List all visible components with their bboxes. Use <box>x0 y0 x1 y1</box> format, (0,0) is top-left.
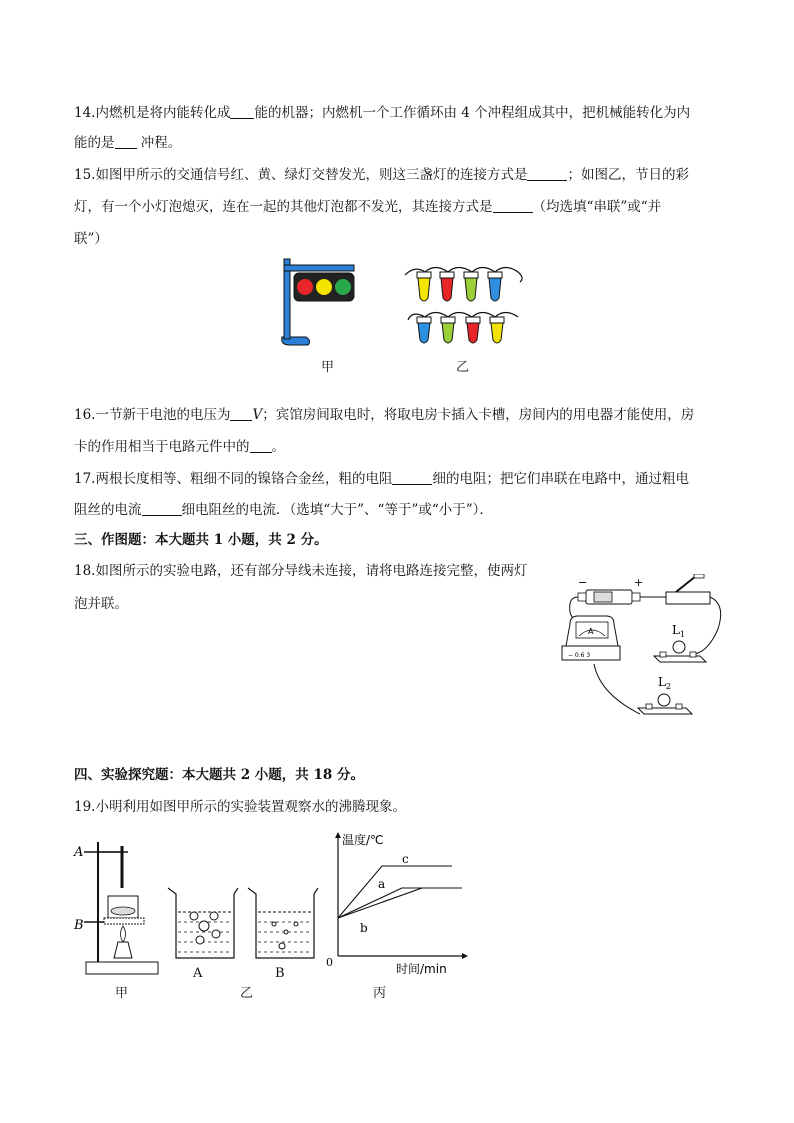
bulb-icon <box>441 278 453 301</box>
festival-lights-figure <box>400 260 530 350</box>
boiling-apparatus-figure <box>72 838 164 978</box>
temperature-graph <box>322 828 472 978</box>
bulb-l1-icon <box>673 641 685 653</box>
curve-a <box>338 888 462 918</box>
cap-bing: 丙 <box>373 986 387 1001</box>
arm <box>284 265 354 271</box>
fig-label-jia: 甲 <box>321 360 335 375</box>
answer-blank[interactable] <box>115 134 137 149</box>
green-light-icon <box>335 279 351 295</box>
section-4-title: 四、实验探究题：本大题共 2 小题，共 18 分。 <box>74 767 364 783</box>
switch-icon <box>666 592 710 604</box>
q17-line2: 阻丝的电流 细电阻丝的电流．（选填“大于”、“等于”或“小于”）． <box>74 502 493 518</box>
svg-text:L: L <box>672 623 680 637</box>
q15-line3: 联”） <box>74 231 108 247</box>
svg-text:时间/min: 时间/min <box>396 962 447 976</box>
answer-blank[interactable] <box>250 438 272 453</box>
q18-line2: 泡并联。 <box>74 596 128 612</box>
bulb-icon <box>418 278 430 301</box>
wire <box>694 597 721 654</box>
traffic-light-figure <box>268 255 368 350</box>
answer-blank[interactable] <box>493 198 533 213</box>
svg-text:A: A <box>588 627 594 636</box>
svg-text:+: + <box>634 576 644 589</box>
bulb-icon <box>418 323 430 343</box>
svg-text:2: 2 <box>666 682 672 691</box>
answer-blank[interactable] <box>142 501 182 516</box>
answer-blank[interactable] <box>230 104 254 119</box>
bulb-icon <box>467 323 479 343</box>
wire <box>594 664 640 714</box>
fig-label-yi: 乙 <box>456 360 470 375</box>
section-3-title: 三、作图题：本大题共 1 小题，共 2 分。 <box>74 532 328 548</box>
svg-text:− 0.6 3: − 0.6 3 <box>568 652 591 659</box>
answer-blank[interactable] <box>527 166 567 181</box>
q16-line1: 16.一节新干电池的电压为 V；宾馆房间取电时，将取电房卡插入卡槽，房间内的用电器才能使用，房 <box>74 407 695 423</box>
q15-line1: 15.如图甲所示的交通信号红、黄、绿灯交替发光，则这三盏灯的连接方式是 ；如图乙，节日的彩 <box>74 167 689 183</box>
q18-line1: 18.如图所示的实验电路，还有部分导线未连接，请将电路连接完整，使两灯 <box>74 563 528 579</box>
svg-text:−: − <box>578 576 588 589</box>
beaker-b-label: B <box>275 966 285 981</box>
svg-text:B: B <box>74 918 84 933</box>
stand-base <box>86 962 158 974</box>
answer-blank[interactable] <box>392 470 432 485</box>
alcohol-lamp-icon <box>114 942 132 958</box>
svg-text:0: 0 <box>326 956 333 969</box>
red-light-icon <box>297 279 313 295</box>
beaker-a-label: A <box>193 966 203 981</box>
svg-text:A: A <box>74 845 84 860</box>
cap-yi: 乙 <box>240 986 254 1001</box>
bulb-icon <box>491 323 503 343</box>
svg-text:b: b <box>360 921 368 935</box>
answer-blank[interactable] <box>230 406 252 421</box>
q19-line1: 19.小明利用如图甲所示的实验装置观察水的沸腾现象。 <box>74 799 406 815</box>
bulb-icon <box>465 278 477 301</box>
beakers-figure <box>164 884 324 974</box>
svg-text:温度/℃: 温度/℃ <box>342 833 384 847</box>
q14-line2: 能的是 冲程。 <box>74 135 182 151</box>
yellow-light-icon <box>316 279 332 295</box>
bulb-icon <box>489 278 501 301</box>
svg-text:1: 1 <box>680 630 686 639</box>
bulb-icon <box>442 323 454 343</box>
circuit-figure <box>548 574 728 732</box>
svg-text:a: a <box>378 877 386 891</box>
q16-line2: 卡的作用相当于电路元件中的 。 <box>74 439 285 455</box>
svg-text:c: c <box>402 852 409 866</box>
q17-line1: 17.两根长度相等、粗细不同的镍铬合金丝，粗的电阻 细的电阻；把它们串联在电路中，通过粗电 <box>74 471 689 487</box>
bulb-l2-icon <box>658 694 670 706</box>
q14-line1: 14.内燃机是将内能转化成 能的机器；内燃机一个工作循环由 4 个冲程组成其中，把机械能转化为内 <box>74 105 691 121</box>
q15-line2: 灯，有一个小灯泡熄灭，连在一起的其他灯泡都不发光，其连接方式是 （均选填“串联”或“并 <box>74 199 662 215</box>
svg-text:L: L <box>658 675 666 689</box>
cap-jia: 甲 <box>115 986 129 1001</box>
